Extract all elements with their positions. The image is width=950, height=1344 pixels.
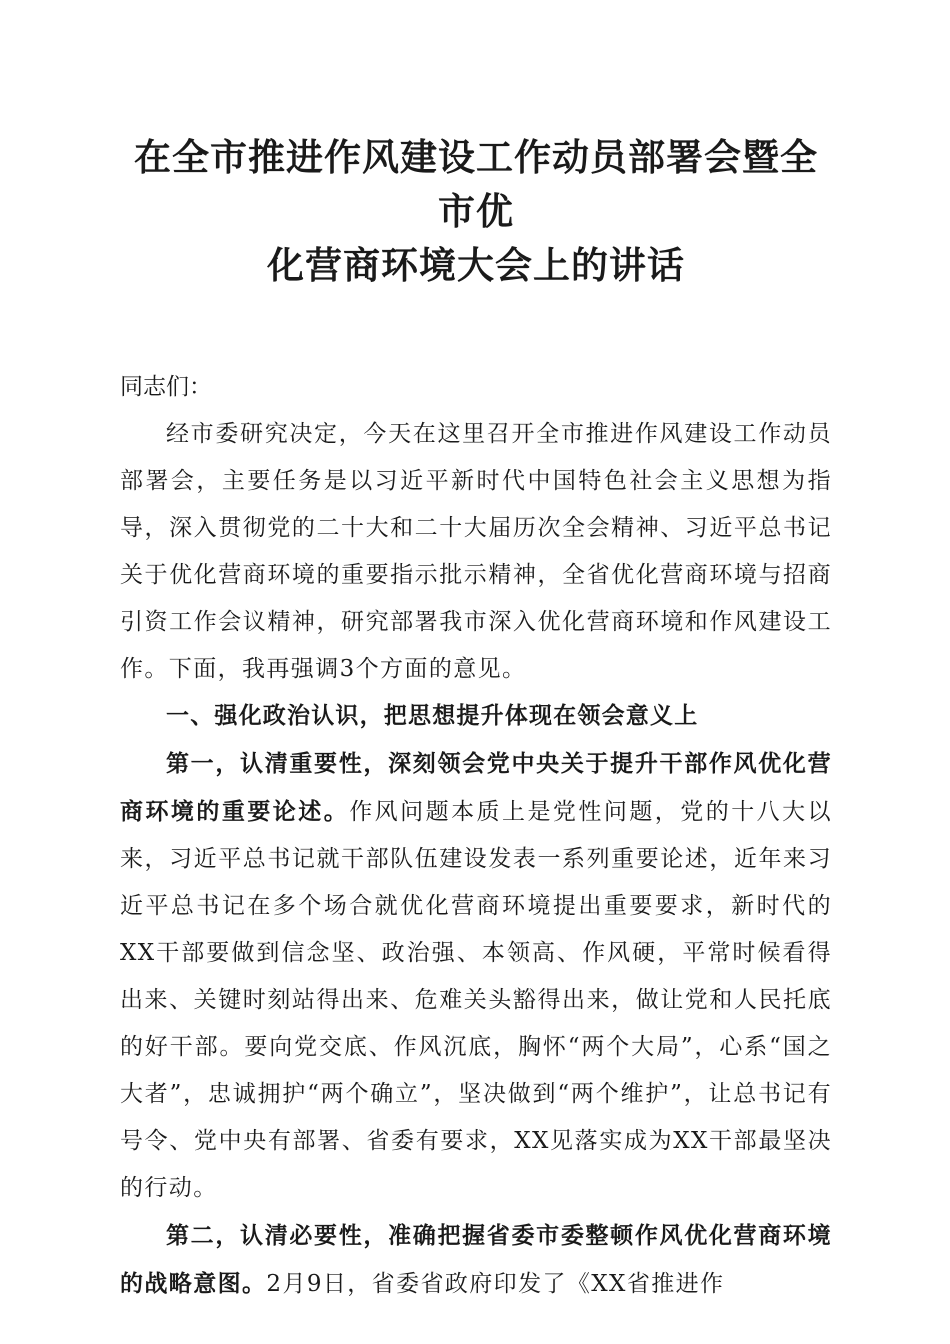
point-1-body: 作风问题本质上是党性问题，党的十八大以来，习近平总书记就干部队伍建设发表一系列重要论述，近年来习近平总书记在多个场合就优化营商环境提出重要要求，新时代的XX干部要做到信念坚、政治强、本领高、作风硬，平常时候看得出来、关键时刻站得出来、危难关头豁得出来，做让党和人民托底的好干部。要向党交底、作风沉底，胸怀“两个大局”，心系“国之大者”，忠诚拥护“两个确立”，坚决做到“两个维护”，让总书记有号令、党中央有部署、省委有要求，XX见落实成为XX干部最坚决的行动。 [120, 799, 832, 1201]
point-2-body: 2月9日，省委省政府印发了《XX省推进作 [266, 1271, 725, 1297]
point-1-paragraph [120, 740, 832, 1212]
title-line-2: 化营商环境大会上的讲话 [267, 243, 685, 287]
intro-paragraph: 经市委研究决定，今天在这里召开全市推进作风建设工作动员部署会，主要任务是以习近平新时代中国特色社会主义思想为指导，深入贯彻党的二十大和二十大届历次全会精神、习近平总书记关于优化营商环境的重要指示批示精神，全省优化营商环境与招商引资工作会议精神，研究部署我市深入优化营商环境和作风建设工作。下面，我再强调3个方面的意见。 [120, 421, 832, 682]
section-heading-1: 一、强化政治认识，把思想提升体现在领会意义上 [166, 703, 699, 729]
point-2-paragraph [120, 1212, 832, 1308]
title-line-1: 在全市推进作风建设工作动员部署会暨全市优 [134, 135, 818, 233]
document-page [120, 130, 832, 1308]
point-1-lead: 第一，认清重要性，深刻领会党中央关于提升干部作风优化营商环境的重要论述。 [120, 750, 832, 825]
salutation: 同志们： [120, 374, 212, 400]
document-title [120, 130, 832, 292]
point-2-lead: 第二，认清必要性，准确把握省委市委整顿作风优化营商环境的战略意图。 [120, 1222, 832, 1297]
